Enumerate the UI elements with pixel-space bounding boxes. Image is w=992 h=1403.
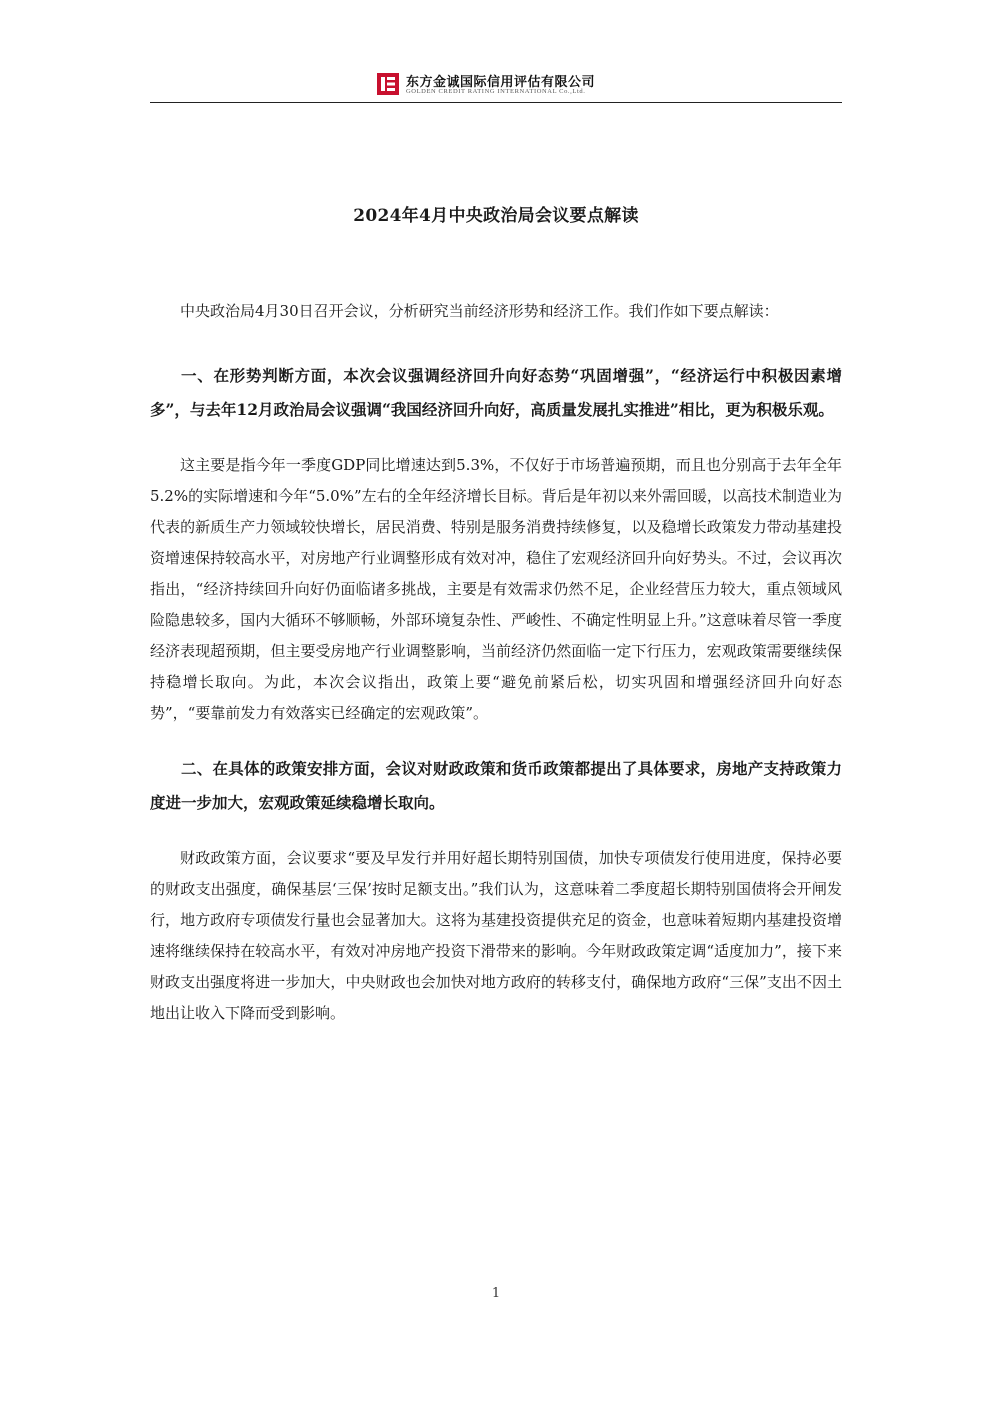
document-title: 2024年4月中央政治局会议要点解读 xyxy=(353,206,639,226)
company-name-en: GOLDEN CREDIT RATING INTERNATIONAL Co.,Ltd. xyxy=(406,88,586,95)
section-2-body: 财政政策方面，会议要求“要及早发行并用好超长期特别国债，加快专项债发行使用进度，保持必要的财政支出强度，确保基层‘三保’按时足额支出。”我们认为，这意味着二季度超长期特别国债将会开闸发行，地方政府专项债发行量也会显著加大。这将为基建投资提供充足的资金，也意味着短期内基建投资增速将继续保持在较高水平，有效对冲房地产投资下滑带来的影响。今年财政政策定调“适度加力”，接下来财政支出强度将进一步加大，中央财政也会加快对地方政府的转移支付，确保地方政府“三保”支出不因土地出让收入下降而受到影响。 xyxy=(150,849,842,1022)
document-body xyxy=(150,296,842,1052)
intro-paragraph: 中央政治局4月30日召开会议，分析研究当前经济形势和经济工作。我们作如下要点解读： xyxy=(180,302,779,320)
section-1-body: 这主要是指今年一季度GDP同比增速达到5.3%，不仅好于市场普遍预期，而且也分别高于去年全年5.2%的实际增速和今年“5.0%”左右的全年经济增长目标。背后是年初以来外需回暖，以高技术制造业为代表的新质生产力领域较快增长，居民消费、特别是服务消费持续修复，以及稳增长政策发力带动基建投资增速保持较高水平，对房地产行业调整形成有效对冲，稳住了宏观经济回升向好势头。不过，会议再次指出，“经济持续回升向好仍面临诸多挑战，主要是有效需求仍然不足，企业经营压力较大，重点领域风险隐患较多，国内大循环不够顺畅，外部环境复杂性、严峻性、不确定性明显上升。”这意味着尽管一季度经济表现超预期，但主要受房地产行业调整影响，当前经济仍然面临一定下行压力，宏观政策需要继续保持稳增长取向。为此，本次会议指出，政策上要“避免前紧后松，切实巩固和增强经济回升向好态势”，“要靠前发力有效落实已经确定的宏观政策”。 xyxy=(150,456,842,722)
golden-credit-logo-icon xyxy=(376,72,400,96)
page-number: 1 xyxy=(491,1286,501,1301)
company-name-cn: 东方金诚国际信用评估有限公司 xyxy=(406,75,596,90)
document-header xyxy=(150,68,842,103)
section-1-heading: 一、在形势判断方面，本次会议强调经济回升向好态势“巩固增强”，“经济运行中积极因素增多”，与去年12月政治局会议强调“我国经济回升向好，高质量发展扎实推进”相比，更为积极乐观。 xyxy=(150,366,842,419)
section-2-heading: 二、在具体的政策安排方面，会议对财政政策和货币政策都提出了具体要求，房地产支持政策力度进一步加大，宏观政策延续稳增长取向。 xyxy=(150,759,842,812)
